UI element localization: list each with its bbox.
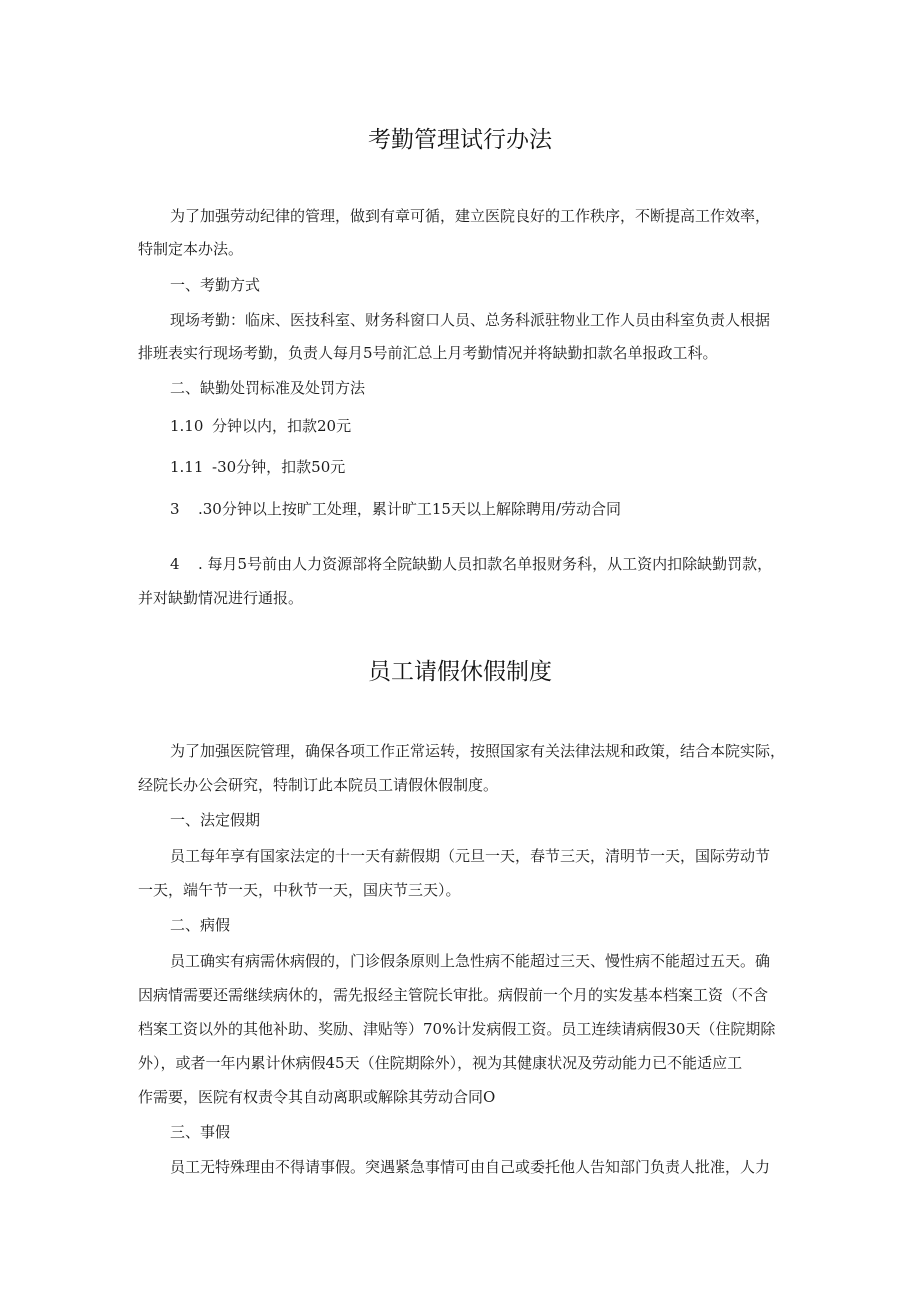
paragraph-sick-line-3: 档案工资以外的其他补助、奖励、津贴等）70%计发病假工资。员工连续请病假30天（住院期除: [138, 1020, 776, 1038]
title-attendance: 考勤管理试行办法: [368, 127, 552, 153]
paragraph-leave-intro-line-1: 为了加强医院管理，确保各项工作正常运转，按照国家有关法律法规和政策，结合本院实际，: [170, 742, 786, 760]
paragraph-sick-line-4: 外），或者一年内累计休病假45天（住院期除外），视为其健康状况及劳动能力已不能适应工: [138, 1054, 743, 1072]
paragraph-personal-line-1: 员工无特殊理由不得请事假。突遇紧急事情可由自己或委托他人告知部门负责人批准，人力: [170, 1158, 771, 1176]
paragraph-holidays-line-2: 一天，端午节一天，中秋节一天，国庆节三天）。: [138, 881, 461, 899]
paragraph-intro-line-2: 特制定本办法。: [138, 240, 244, 258]
paragraph-sick-line-1: 员工确实有病需休病假的，门诊假条原则上急性病不能超过三天、慢性病不能超过五天。确: [170, 952, 771, 970]
paragraph-method-line-2: 排班表实行现场考勤，负责人每月5号前汇总上月考勤情况并将缺勤扣款名单报政工科。: [138, 344, 718, 362]
penalty-item-4-text-line-1: . 每月5号前由人力资源部将全院缺勤人员扣款名单报财务科，从工资内扣除缺勤罚款，: [198, 555, 773, 573]
title-leave-policy: 员工请假休假制度: [368, 659, 552, 685]
heading-personal-leave: 三、事假: [170, 1123, 231, 1141]
paragraph-sick-line-2: 因病情需要还需继续病休的，需先报经主管院长审批。病假前一个月的实发基本档案工资（不含: [138, 986, 769, 1004]
paragraph-intro-line-1: 为了加强劳动纪律的管理，做到有章可循，建立医院良好的工作秩序，不断提高工作效率，: [170, 207, 771, 225]
heading-sick-leave: 二、病假: [170, 916, 231, 934]
penalty-item-2: [170, 456, 345, 478]
penalty-item-2-number: 1.11: [170, 458, 204, 476]
penalty-item-2-text: -30分钟，扣款50元: [212, 458, 346, 476]
paragraph-method-line-1: 现场考勤：临床、医技科室、财务科窗口人员、总务科派驻物业工作人员由科室负责人根据: [170, 311, 771, 329]
paragraph-holidays-line-1: 员工每年享有国家法定的十一天有薪假期（元旦一天，春节三天，清明节一天，国际劳动节: [170, 847, 771, 865]
penalty-item-1-number: 1.10: [170, 417, 204, 435]
heading-attendance-method: 一、考勤方式: [170, 276, 261, 294]
penalty-item-4-line-2: 并对缺勤情况进行通报。: [138, 589, 304, 607]
penalty-item-3-number: 3: [170, 500, 180, 518]
penalty-item-4: [170, 553, 772, 575]
heading-statutory-holidays: 一、法定假期: [170, 811, 261, 829]
penalty-item-1: [170, 415, 351, 437]
penalty-item-3: [170, 498, 621, 520]
paragraph-sick-line-5: 作需要，医院有权责令其自动离职或解除其劳动合同O: [138, 1088, 496, 1106]
penalty-item-1-text: 分钟以内，扣款20元: [212, 417, 352, 435]
heading-penalty: 二、缺勤处罚标准及处罚方法: [170, 379, 366, 397]
penalty-item-4-number: 4: [170, 555, 180, 573]
paragraph-leave-intro-line-2: 经院长办公会研究，特制订此本院员工请假休假制度。: [138, 776, 499, 794]
penalty-item-3-text: .30分钟以上按旷工处理，累计旷工15天以上解除聘用/劳动合同: [198, 500, 621, 518]
